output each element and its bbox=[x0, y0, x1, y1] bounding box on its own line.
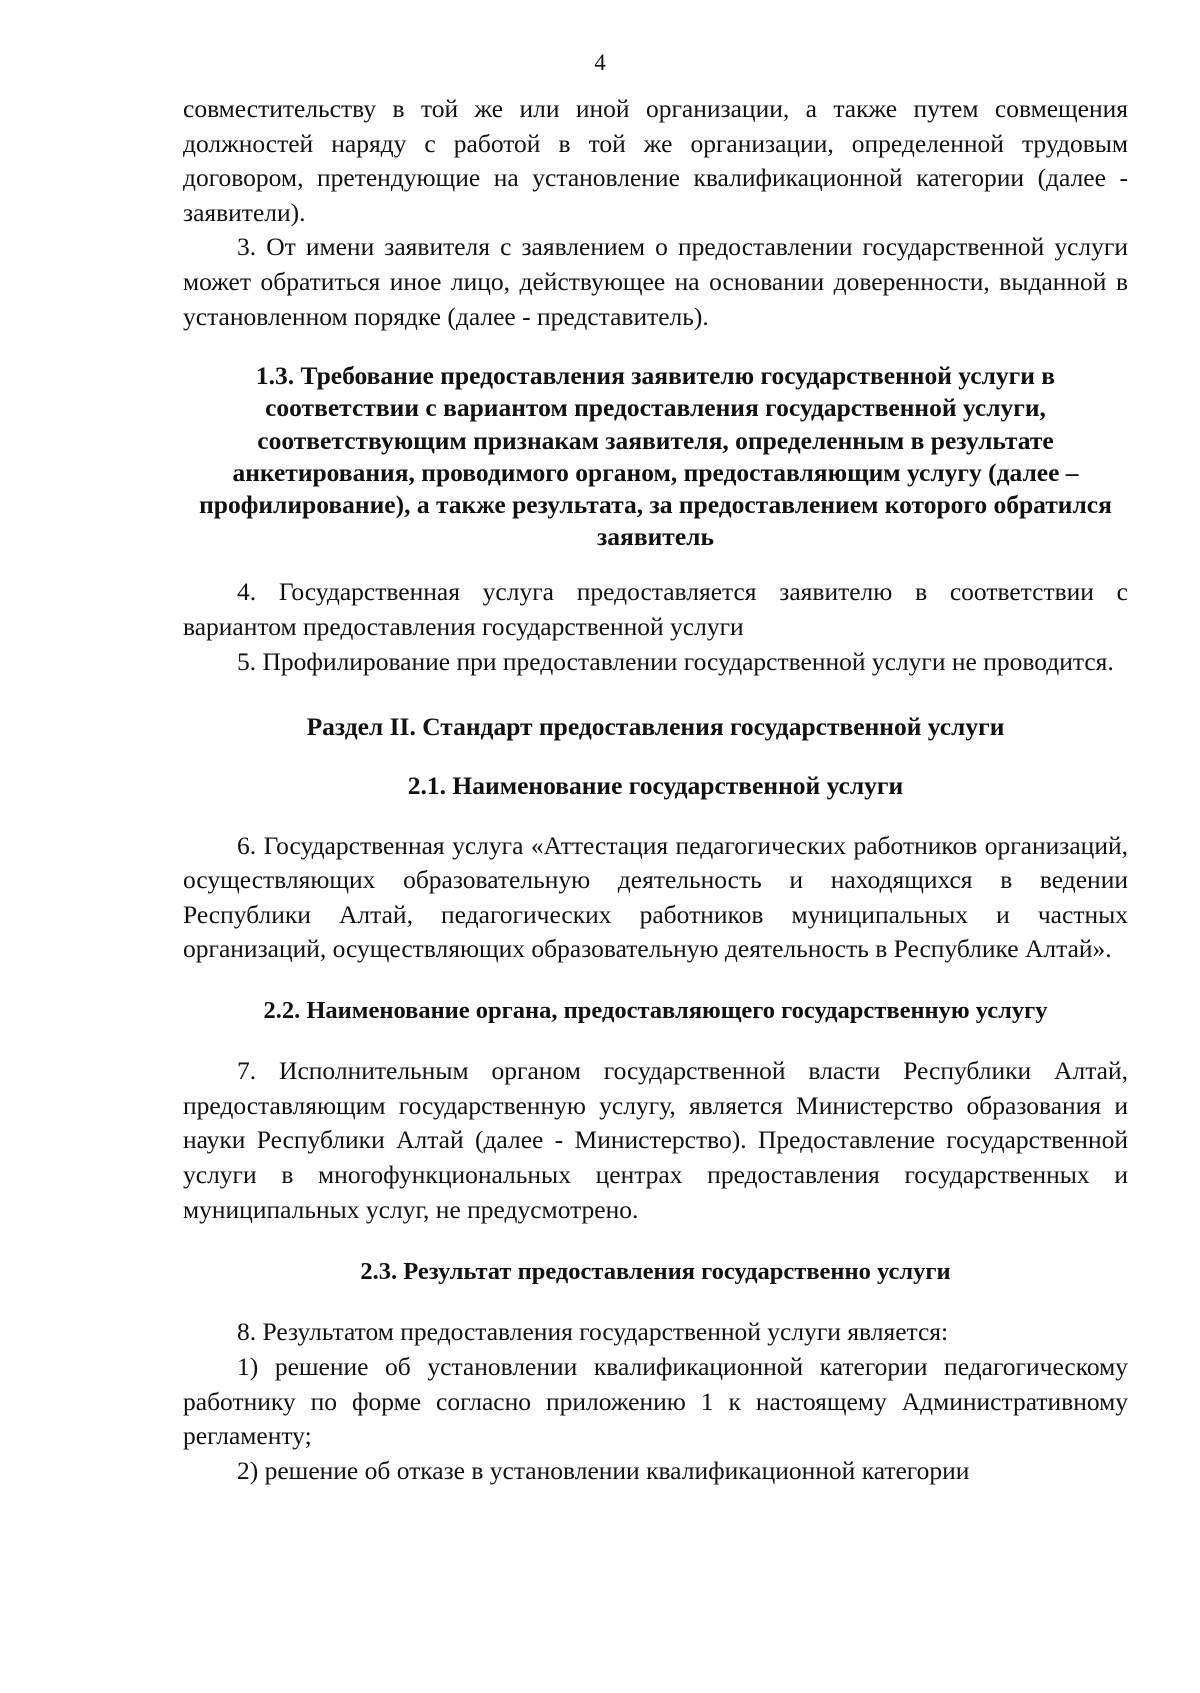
paragraph-8-item-1: 1) решение об установлении квалификационной категории педагогическому работнику по форме согласно приложению 1 к настоящему Административному регламенту; bbox=[183, 1351, 1128, 1451]
page-number: 4 bbox=[594, 50, 606, 75]
paragraph-8: 8. Результатом предоставления государственной услуги является: bbox=[237, 1317, 949, 1347]
paragraph-3: 3. От имени заявителя с заявлением о предоставлении государственной услуги может обратиться иное лицо, действующее на основании доверенности, выданной в установленном порядке (далее - представитель). bbox=[183, 232, 1128, 331]
paragraph-6: 6. Государственная услуга «Аттестация педагогических работников организаций, осуществляющих образовательную деятельность и находящихся в ведении Республики Алтай, педагогических работников муниципальных и частных организаций, осуществляющих образовательную деятельность в Республике Алтай». bbox=[183, 830, 1128, 964]
section-2-title: Раздел II. Стандарт предоставления государственной услуги bbox=[306, 712, 1005, 742]
heading-2-2: 2.2. Наименование органа, предоставляющего государственную услугу bbox=[263, 996, 1048, 1024]
paragraph-continuation: совместительству в той же или иной организации, а также путем совмещения должностей наряду с работой в той же организации, определенной трудовым договором, претендующие на установление квалификационной категории (далее - заявители). bbox=[183, 94, 1128, 227]
paragraph-7: 7. Исполнительным органом государственной власти Республики Алтай, предоставляющим государственную услугу, является Министерство образования и науки Республики Алтай (далее - Министерство). Предоставление государственной услуги в многофункциональных центрах предоставления государственных и муниципальных услуг, не предусмотрено. bbox=[183, 1056, 1128, 1224]
paragraph-5: 5. Профилирование при предоставлении государственной услуги не проводится. bbox=[237, 646, 1114, 676]
heading-2-1: 2.1. Наименование государственной услуги bbox=[407, 771, 904, 801]
heading-2-3: 2.3. Результат предоставления государственно услуги bbox=[360, 1258, 951, 1286]
paragraph-8-item-2: 2) решение об отказе в установлении квалификационной категории bbox=[237, 1455, 970, 1485]
document-body bbox=[183, 92, 1128, 1488]
heading-1-3: 1.3. Требование предоставления заявителю государственной услуги в соответствии с вариантом предоставления государственной услуги, соответствующим признакам заявителя, определенным в результате анкетирования, проводимого органом, предоставляющим услугу (далее – профилирование), а также результата, за предоставлением которого обратился заявитель bbox=[199, 361, 1112, 552]
paragraph-4: 4. Государственная услуга предоставляется заявителю в соответствии с вариантом предоставления государственной услуги bbox=[183, 577, 1128, 641]
